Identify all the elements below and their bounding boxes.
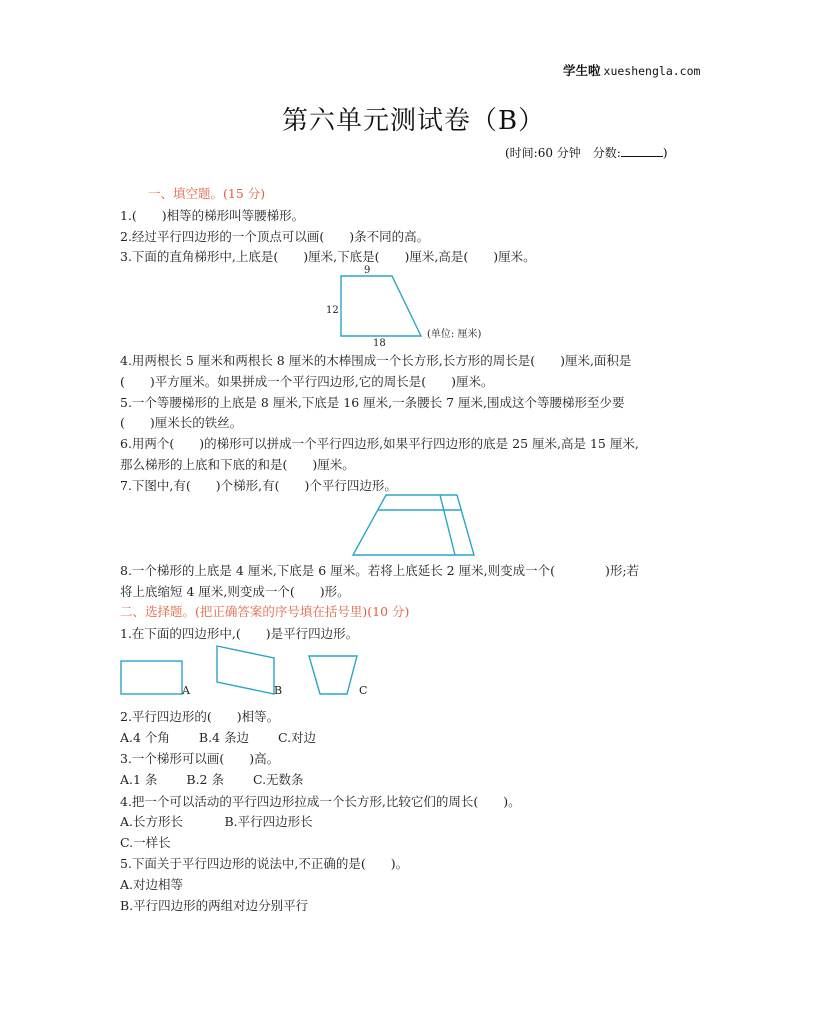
brand-watermark <box>563 61 700 79</box>
question-line: 将上底缩短 4 厘米,则变成一个( )形。 <box>120 584 350 599</box>
question-line: 1.在下面的四边形中,( )是平行四边形。 <box>120 626 359 641</box>
question-line: 4.用两根长 5 厘米和两根长 8 厘米的木棒围成一个长方形,长方形的周长是( )厘米,面积是 <box>120 353 632 368</box>
rectangle-shape-a <box>121 661 182 694</box>
option-b-label: B <box>274 684 283 697</box>
question-line: 5.下面关于平行四边形的说法中,不正确的是( )。 <box>120 856 409 871</box>
question-line: 1.( )相等的梯形叫等腰梯形。 <box>120 208 305 223</box>
right-trapezoid-shape <box>341 276 421 336</box>
parallelogram-shape-b <box>217 646 274 694</box>
outer-trapezoid <box>353 495 474 555</box>
trapezoid-top-label: 9 <box>364 265 371 276</box>
unit-label: (单位: 厘米) <box>427 329 482 340</box>
answer-options: A.长方形长 B.平行四边形长 <box>120 814 313 829</box>
question-line: 4.把一个可以活动的平行四边形拉成一个长方形,比较它们的周长( )。 <box>120 794 521 809</box>
answer-options: A.1 条 B.2 条 C.无数条 <box>120 772 304 787</box>
answer-options: C.一样长 <box>120 835 171 850</box>
slanted-divider <box>440 495 455 555</box>
page-title: 第六单元测试卷（B） <box>282 106 546 136</box>
section-heading-fill-in: 一、填空题。(15 分) <box>148 186 266 201</box>
question-line: 那么梯形的上底和下底的和是( )厘米。 <box>120 457 355 472</box>
option-a-label: A <box>182 684 190 697</box>
question-line: ( )厘米长的铁丝。 <box>120 415 243 430</box>
section-heading-multiple-choice: 二、选择题。(把正确答案的序号填在括号里)(10 分) <box>120 604 410 619</box>
answer-options: A.4 个角 B.4 条边 C.对边 <box>120 730 317 745</box>
score-blank[interactable] <box>621 146 663 157</box>
right-trapezoid-figure <box>320 262 510 347</box>
question-line: 2.经过平行四边形的一个顶点可以画( )条不同的高。 <box>120 229 430 244</box>
trapezoid-composite-figure <box>340 490 500 560</box>
question-line: 7.下图中,有( )个梯形,有( )个平行四边形。 <box>120 478 397 493</box>
exam-meta <box>505 144 668 161</box>
quadrilateral-options-figure <box>115 642 375 700</box>
answer-options: B.平行四边形的两组对边分别平行 <box>120 898 309 913</box>
trapezoid-left-label: 12 <box>326 305 339 316</box>
question-line: 6.用两个( )的梯形可以拼成一个平行四边形,如果平行四边形的底是 25 厘米,高是 15 厘米, <box>120 436 639 451</box>
question-line: 8.一个梯形的上底是 4 厘米,下底是 6 厘米。若将上底延长 2 厘米,则变成一个( )形;若 <box>120 563 640 578</box>
question-line: 2.平行四边形的( )相等。 <box>120 709 280 724</box>
question-line: 3.下面的直角梯形中,上底是( )厘米,下底是( )厘米,高是( )厘米。 <box>120 249 536 264</box>
trapezoid-shape-c <box>309 656 357 694</box>
trapezoid-bottom-label: 18 <box>373 338 386 349</box>
question-line: ( )平方厘米。如果拼成一个平行四边形,它的周长是( )厘米。 <box>120 374 494 389</box>
brand-url: xueshengla.com <box>603 64 701 78</box>
question-line: 3.一个梯形可以画( )高。 <box>120 751 280 766</box>
exam-meta-prefix: (时间:60 分钟 分数: <box>505 146 621 160</box>
brand-name: 学生啦 <box>563 63 601 78</box>
question-line: 5.一个等腰梯形的上底是 8 厘米,下底是 16 厘米,一条腰长 7 厘米,围成这个等腰梯形至少要 <box>120 395 625 410</box>
answer-options: A.对边相等 <box>120 877 184 892</box>
option-c-label: C <box>359 684 368 697</box>
exam-meta-suffix: ) <box>662 146 668 160</box>
